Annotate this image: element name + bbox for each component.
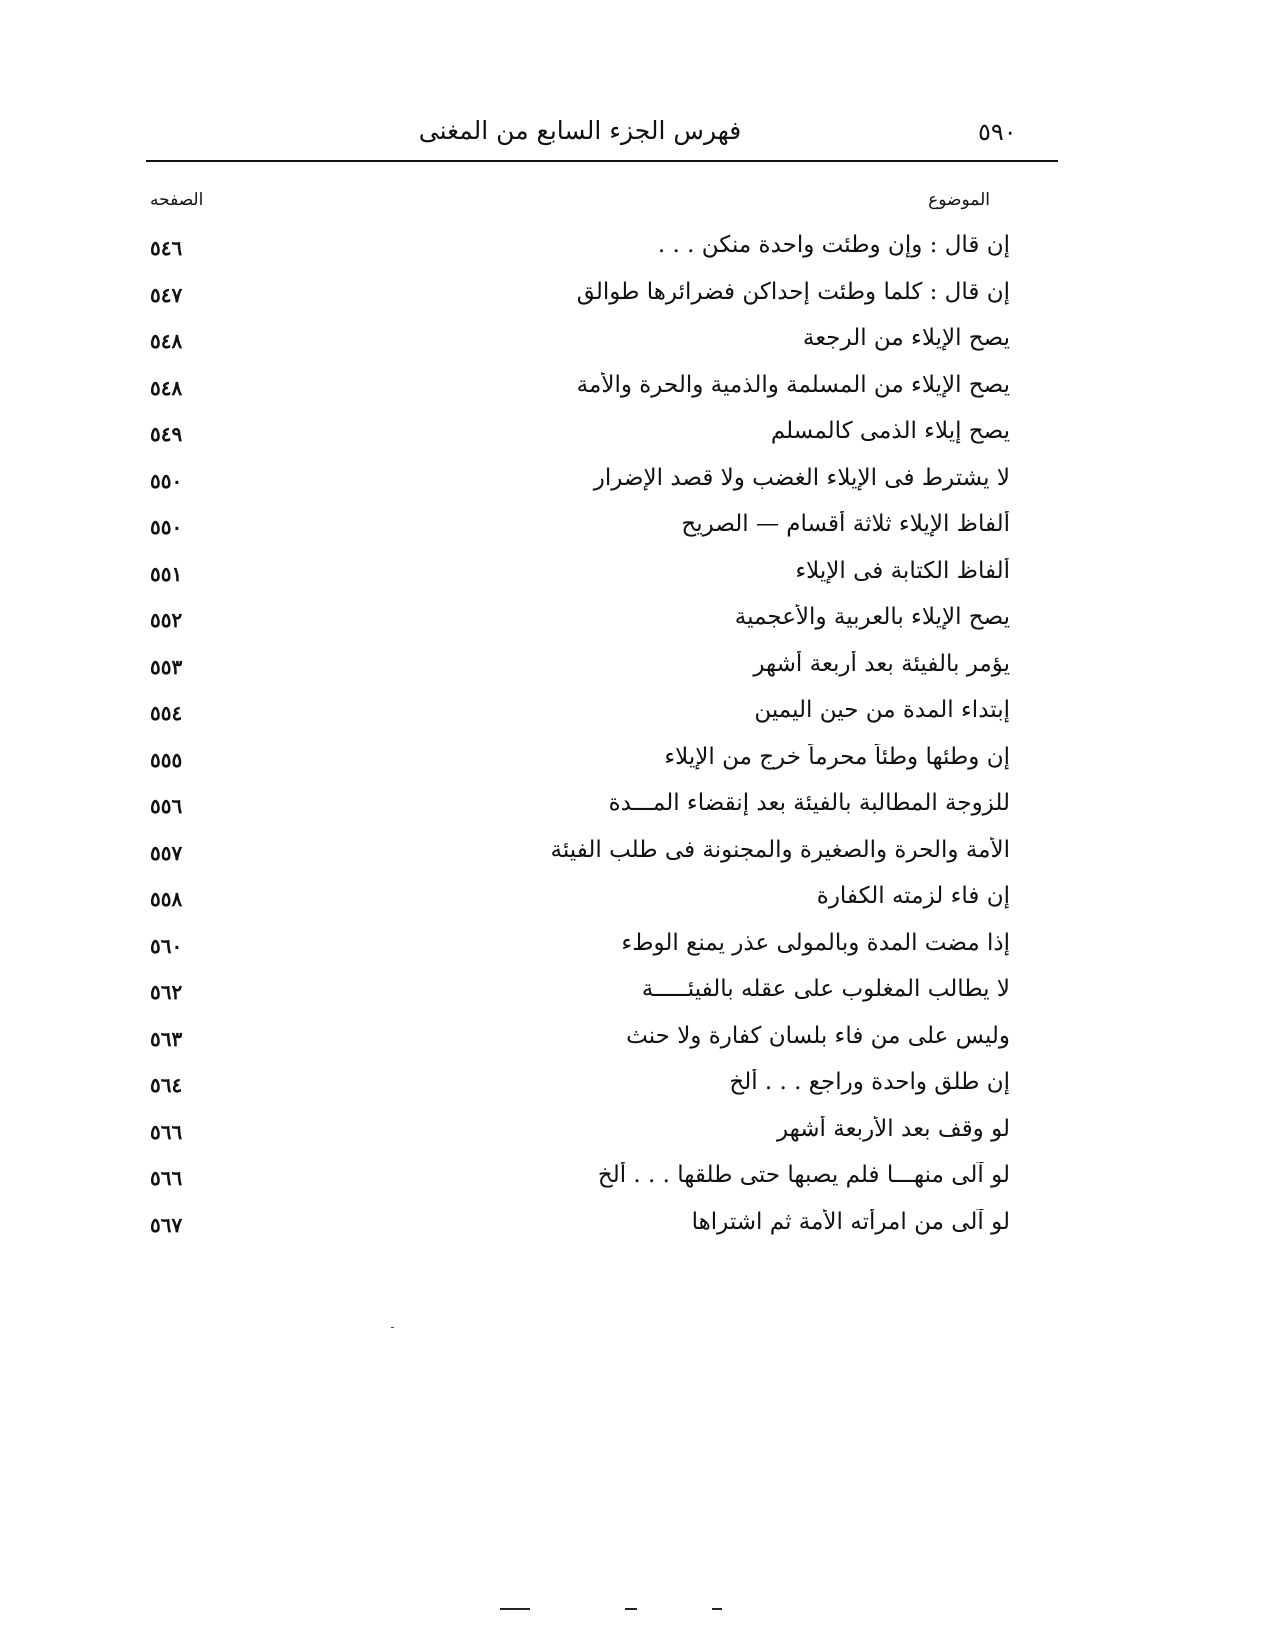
entry-topic: إذا مضت المدة وبالمولى عذر يمنع الوطء bbox=[621, 929, 1010, 956]
entry-page-number: ٥٦٠ bbox=[150, 933, 183, 958]
entry-page-number: ٥٥٤ bbox=[150, 701, 183, 725]
entry-topic: إن فاء لزمته الكفارة bbox=[816, 883, 1010, 909]
header-rule bbox=[146, 160, 1058, 162]
entry-topic: يؤمر بالفيئة بعد أربعة أشهر bbox=[753, 650, 1010, 677]
entry-topic: يصح الإيلاء من المسلمة والذمية والحرة والأمة bbox=[576, 371, 1010, 398]
table-of-contents bbox=[150, 228, 1010, 1251]
entry-topic: يصح الإيلاء من الرجعة bbox=[802, 325, 1010, 351]
page-number: ٥٩٠ bbox=[978, 118, 1017, 146]
entry-page-number: ٥٥٧ bbox=[150, 840, 183, 865]
running-title: فهرس الجزء السابع من المغنى bbox=[418, 116, 742, 145]
toc-entry bbox=[150, 461, 1010, 508]
entry-topic: إن قال : وإن وطئت واحدة منكن . . . bbox=[657, 232, 1010, 258]
toc-entry bbox=[150, 275, 1010, 322]
entry-page-number: ٥٦٤ bbox=[150, 1073, 183, 1097]
entry-page-number: ٥٦٧ bbox=[150, 1212, 183, 1237]
entry-topic: لا يطالب المغلوب على عقله بالفيئـــــة bbox=[641, 976, 1010, 1002]
entry-page-number: ٥٤٨ bbox=[150, 375, 183, 400]
entry-topic: لو وقف بعد الأربعة أشهر bbox=[776, 1115, 1010, 1142]
entry-page-number: ٥٦٣ bbox=[150, 1026, 183, 1051]
entry-topic: يصح إيلاء الذمى كالمسلم bbox=[770, 418, 1010, 444]
entry-topic: ألفاظ الكتابة فى الإيلاء bbox=[795, 557, 1010, 584]
entry-topic: يصح الإيلاء بالعربية والأعجمية bbox=[734, 604, 1010, 630]
entry-topic: لا يشترط فى الإيلاء الغضب ولا قصد الإضرار bbox=[593, 464, 1010, 491]
toc-entry bbox=[150, 600, 1010, 647]
toc-entry bbox=[150, 228, 1010, 275]
stray-mark bbox=[391, 1327, 394, 1328]
toc-entry bbox=[150, 833, 1010, 880]
toc-entry bbox=[150, 414, 1010, 461]
toc-entry bbox=[150, 879, 1010, 926]
entry-topic: لو آلى منهـــا فلم يصبها حتى طلقها . . . ألخ bbox=[597, 1162, 1010, 1188]
footer-dash bbox=[712, 1608, 722, 1610]
toc-entry bbox=[150, 1158, 1010, 1205]
toc-entry bbox=[150, 1205, 1010, 1252]
entry-topic: لو آلى من امرأته الأمة ثم اشتراها bbox=[691, 1208, 1010, 1235]
footer-dash bbox=[500, 1608, 530, 1610]
toc-entry bbox=[150, 693, 1010, 740]
entry-page-number: ٥٥٥ bbox=[150, 747, 183, 772]
entry-page-number: ٥٤٨ bbox=[150, 329, 183, 353]
column-heading-page: الصفحه bbox=[150, 190, 204, 210]
entry-page-number: ٥٥٦ bbox=[150, 794, 183, 818]
toc-entry bbox=[150, 972, 1010, 1019]
entry-topic: وليس على من فاء بلسان كفارة ولا حنث bbox=[626, 1022, 1010, 1049]
toc-entry bbox=[150, 554, 1010, 601]
toc-entry bbox=[150, 1019, 1010, 1066]
toc-entry bbox=[150, 1065, 1010, 1112]
entry-topic: إبتداء المدة من حين اليمين bbox=[754, 697, 1010, 723]
entry-page-number: ٥٥١ bbox=[150, 561, 183, 586]
entry-page-number: ٥٦٢ bbox=[150, 980, 183, 1004]
footer-dash bbox=[625, 1608, 637, 1610]
entry-page-number: ٥٥٢ bbox=[150, 608, 183, 632]
toc-entry bbox=[150, 740, 1010, 787]
toc-entry bbox=[150, 786, 1010, 833]
entry-page-number: ٥٥٠ bbox=[150, 515, 183, 539]
toc-entry bbox=[150, 507, 1010, 554]
toc-entry bbox=[150, 368, 1010, 415]
entry-page-number: ٥٤٩ bbox=[150, 422, 183, 446]
column-heading-topic: الموضوع bbox=[928, 190, 990, 210]
entry-topic: إن قال : كلما وطئت إحداكن فضرائرها طوالق bbox=[576, 278, 1010, 305]
entry-topic: للزوجة المطالبة بالفيئة بعد إنقضاء المـــدة bbox=[608, 790, 1010, 816]
entry-page-number: ٥٥٨ bbox=[150, 887, 183, 911]
entry-topic: الأمة والحرة والصغيرة والمجنونة فى طلب الفيئة bbox=[550, 836, 1010, 863]
entry-topic: ألفاظ الإيلاء ثلاثة أقسام — الصريح bbox=[681, 511, 1010, 537]
entry-page-number: ٥٤٦ bbox=[150, 236, 183, 260]
entry-page-number: ٥٦٦ bbox=[150, 1119, 183, 1144]
entry-topic: إن وطئها وطئاً محرماً خرج من الإيلاء bbox=[664, 743, 1010, 770]
entry-topic: إن طلق واحدة وراجع . . . ألخ bbox=[729, 1069, 1010, 1095]
toc-entry bbox=[150, 926, 1010, 973]
toc-entry bbox=[150, 321, 1010, 368]
entry-page-number: ٥٤٧ bbox=[150, 282, 183, 307]
toc-entry bbox=[150, 1112, 1010, 1159]
entry-page-number: ٥٦٦ bbox=[150, 1166, 183, 1190]
entry-page-number: ٥٥٠ bbox=[150, 468, 183, 493]
toc-entry bbox=[150, 647, 1010, 694]
entry-page-number: ٥٥٣ bbox=[150, 654, 183, 679]
